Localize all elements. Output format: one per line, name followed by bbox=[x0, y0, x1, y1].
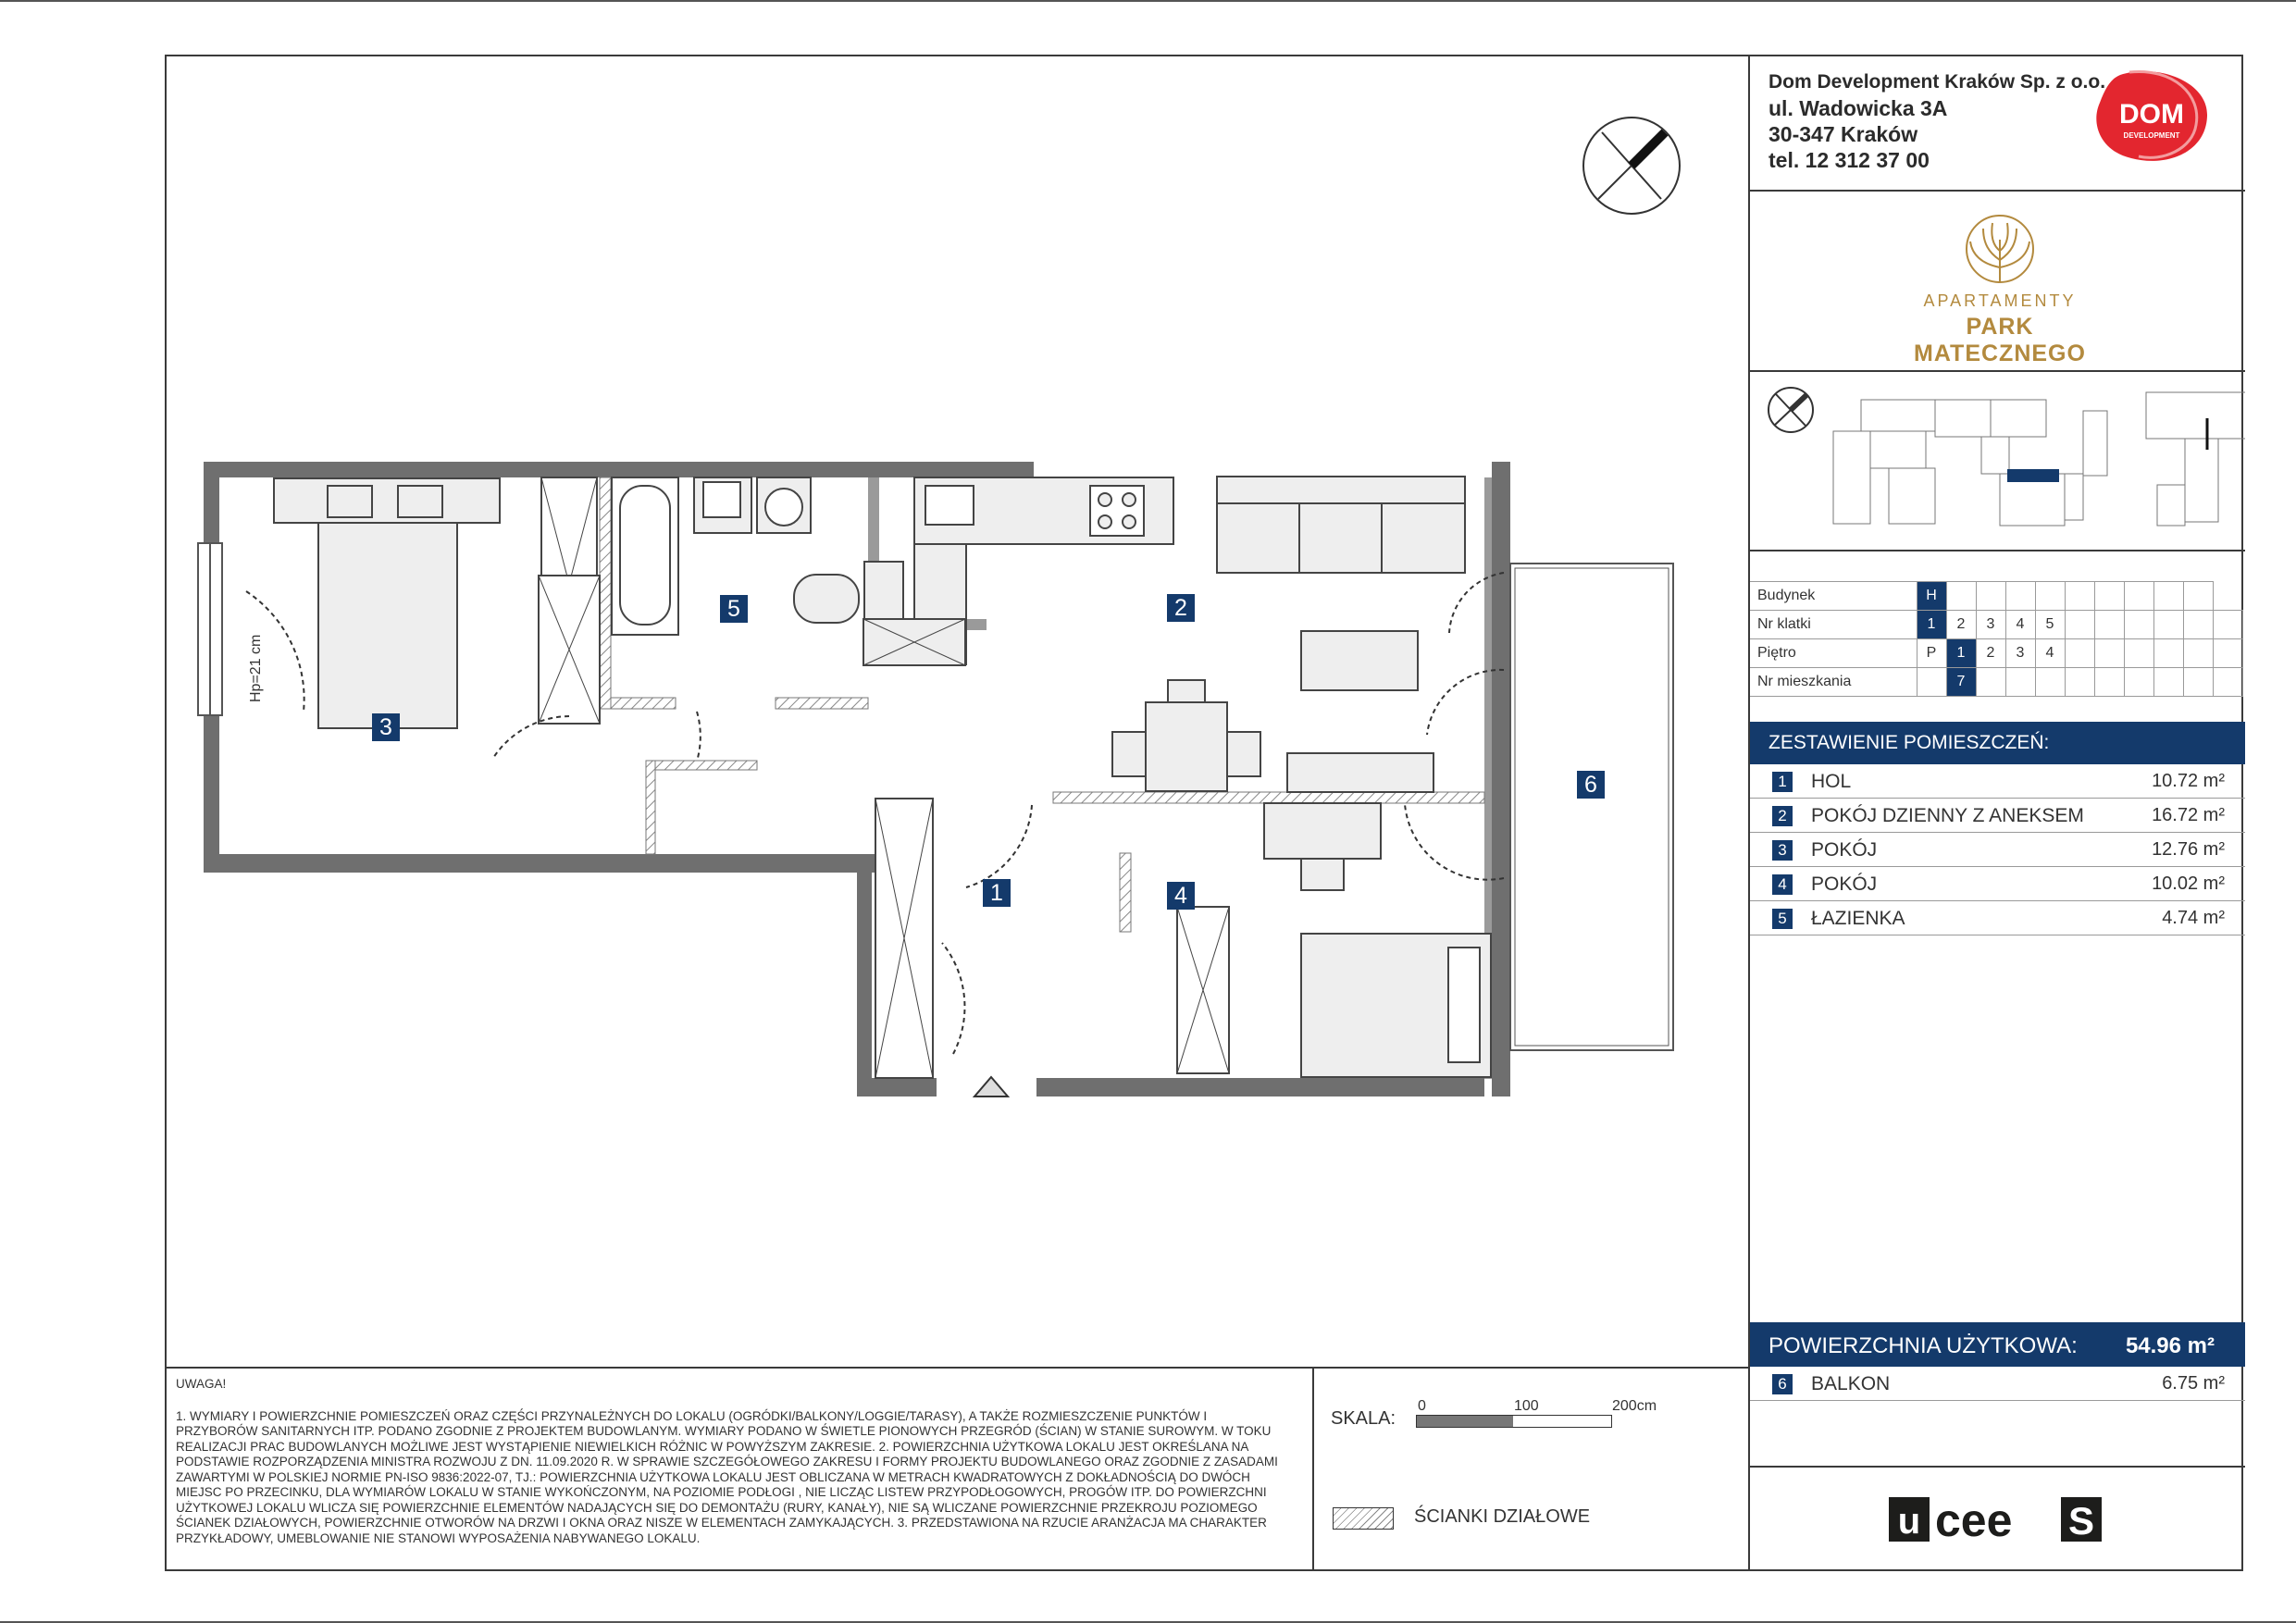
info-sidebar bbox=[1748, 55, 2243, 1571]
notes-block bbox=[176, 1377, 1286, 1546]
company-street: ul. Wadowicka 3A bbox=[1769, 96, 1948, 120]
dining-table-furniture bbox=[1112, 680, 1260, 791]
location-table bbox=[1750, 581, 2243, 697]
rooms-header: ZESTAWIENIE POMIESZCZEŃ: bbox=[1750, 722, 2245, 764]
room-badge-2: 2 bbox=[1167, 594, 1195, 622]
staircase-label: Nr klatki bbox=[1750, 611, 1917, 639]
project-logo bbox=[1880, 212, 2120, 397]
room-badge-4: 4 bbox=[1167, 882, 1195, 910]
staircase-5: 5 bbox=[2035, 611, 2065, 639]
staircase-3: 3 bbox=[1976, 611, 2005, 639]
project-name-line2: PARK MATECZNEGO bbox=[1914, 314, 2086, 366]
balcony-row: 6 BALKON 6.75 m² bbox=[1750, 1367, 2245, 1401]
svg-text:cee: cee bbox=[1935, 1494, 2013, 1545]
notes-vertical-divider bbox=[1312, 1367, 1314, 1571]
floor-plan bbox=[165, 55, 1748, 1367]
floor-2: 2 bbox=[1976, 639, 2005, 668]
room-row: 5 ŁAZIENKA 4.74 m² bbox=[1750, 901, 2245, 935]
staircase-1: 1 bbox=[1917, 611, 1946, 639]
apartment-number-value: 7 bbox=[1946, 668, 1976, 697]
partition-legend-swatch bbox=[1333, 1507, 1394, 1530]
notes-text: 1. WYMIARY I POWIERZCHNIE POMIESZCZEŃ ORAZ CZĘŚCI PRZYNALEŻNYCH DO LOKALU (OGRÓDKI/BALKONY/LOGGIE/TARASY), A TAKŻE ROZMIESZCZENIE PUNKTÓW I PRZYBORÓW SANITARNYCH ITP. PODANO ZGODNIE Z PROJEKTEM BUDOWLANYM. WYMIARY PODANO W ŚWIETLE PIONOWYCH PRZEGRÓD (ŚCIAN) W STANIE SUROWYM. W TOKU REALIZACJI PRAC BUDOWLANYCH MOŻLIWE JEST WYSTĄPIENIE NIEWIELKICH RÓŻNIC W POWYŻSZYM ZAKRESIE. 2. POWIERZCHNIA UŻYTKOWA LOKALU JEST OKREŚLANA NA PODSTAWIE ROZPORZĄDZENIA MINISTRA ROZWOJU Z DN. 11.09.2020 R. W SPRAWIE SZCZEGÓŁOWEGO ZAKRESU I FORMY PROJEKTU BUDOWLANEGO ORAZ ZGODNIE Z ZASADAMI ZAWARTYMI W POLSKIEJ NORMIE PN-ISO 9836:2022-07, TJ.: POWIERZCHNIA UŻYTKOWA LOKALU JEST OBLICZANA W METRACH KWADRATOWYCH Z DOKŁADNOŚCIĄ DO DWÓCH MIEJSC PO PRZECINKU, DLA WYMIARÓW LOKALU W STANIE WYKOŃCZONYM, NA POZIOMIE PODŁOGI , NIE LICZĄC LISTEW PRZYPODŁOGOWYCH, PROGÓW ITP. DO POWIERZCHNI UŻYTKOWEJ LOKALU WLICZA SIĘ POWIERZCHNIE ELEMENTÓW NADAJĄCYCH SIĘ DO DEMONTAŻU (RURY, KANAŁY), NIE SĄ WLICZANE POWIERZCHNIE PRZEKROJU POZIOMEGO ŚCIANEK DZIAŁOWYCH, POWIERZCHNIE OTWORÓW NA DRZWI I OKNA ORAZ NISZE W ELEMENTACH ZAMYKAJĄCYCH. 3. PRZEDSTAWIONA NA RZUCIE ARANŻACJA MA CHARAKTER PRZYKŁADOWY, UMEBLOWANIE NIE STANOWI WYPOSAŻENIA NABYWANEGO LOKALU. bbox=[176, 1408, 1278, 1545]
staircase-2: 2 bbox=[1946, 611, 1976, 639]
room-badge-1: 1 bbox=[983, 879, 1011, 907]
svg-text:DEVELOPMENT: DEVELOPMENT bbox=[2123, 131, 2180, 140]
project-name-line1: APARTAMENTY bbox=[1923, 291, 2077, 310]
ucees-logo bbox=[1889, 1493, 2111, 1545]
room-row: 3 POKÓJ 12.76 m² bbox=[1750, 833, 2245, 867]
apartment-location-marker bbox=[2007, 469, 2059, 482]
room-row: 2 POKÓJ DZIENNY Z ANEKSEM 16.72 m² bbox=[1750, 799, 2245, 833]
floor-1: 1 bbox=[1946, 639, 1976, 668]
scale-0: 0 bbox=[1418, 1398, 1426, 1414]
scale-bar bbox=[1416, 1415, 1612, 1428]
total-area-value: 54.96 m² bbox=[2125, 1333, 2215, 1358]
notes-divider bbox=[165, 1367, 1748, 1369]
floor-label: Piętro bbox=[1750, 639, 1917, 668]
floor-p: P bbox=[1917, 639, 1946, 668]
north-arrow-icon bbox=[1583, 118, 1680, 214]
room-badge-5: 5 bbox=[720, 595, 748, 623]
floor-plan-drawing bbox=[165, 55, 1748, 1367]
top-rule bbox=[0, 0, 2296, 2]
scale-label: SKALA: bbox=[1331, 1408, 1396, 1429]
floor-4: 4 bbox=[2035, 639, 2065, 668]
partition-legend-label: ŚCIANKI DZIAŁOWE bbox=[1414, 1506, 1591, 1527]
svg-text:S: S bbox=[2067, 1499, 2095, 1542]
room-badge-6: 6 bbox=[1577, 771, 1605, 799]
building-key-plan bbox=[1750, 374, 2245, 550]
entrance-marker-icon bbox=[974, 1077, 1008, 1096]
scale-200: 200cm bbox=[1612, 1398, 1657, 1414]
room-badge-3: 3 bbox=[372, 713, 400, 741]
svg-text:u: u bbox=[1897, 1501, 1921, 1542]
building-value: H bbox=[1917, 582, 1946, 611]
staircase-4: 4 bbox=[2005, 611, 2035, 639]
svg-text:DOM: DOM bbox=[2119, 99, 2184, 130]
dom-development-logo bbox=[2092, 68, 2213, 165]
company-phone: tel. 12 312 37 00 bbox=[1769, 148, 1930, 172]
sofa-furniture bbox=[1217, 477, 1465, 690]
floor-3: 3 bbox=[2005, 639, 2035, 668]
building-label: Budynek bbox=[1750, 582, 1917, 611]
bed-furniture bbox=[274, 478, 500, 728]
room-row: 1 HOL 10.72 m² bbox=[1750, 764, 2245, 799]
company-address bbox=[1769, 69, 2105, 173]
window-sill-note: Hp=21 cm bbox=[248, 634, 264, 702]
total-area-bar bbox=[1750, 1322, 2245, 1367]
room-row: 4 POKÓJ 10.02 m² bbox=[1750, 867, 2245, 901]
company-name: Dom Development Kraków Sp. z o.o. bbox=[1769, 71, 2106, 93]
notes-title: UWAGA! bbox=[176, 1377, 227, 1391]
scale-100: 100 bbox=[1514, 1398, 1539, 1414]
kitchen-counter bbox=[863, 477, 1173, 665]
apartment-number-label: Nr mieszkania bbox=[1750, 668, 1917, 697]
balcony bbox=[1510, 564, 1673, 1050]
company-city: 30-347 Kraków bbox=[1769, 122, 1918, 146]
total-area-label: POWIERZCHNIA UŻYTKOWA: bbox=[1769, 1333, 2078, 1358]
tree-logo-icon bbox=[1880, 212, 2120, 290]
